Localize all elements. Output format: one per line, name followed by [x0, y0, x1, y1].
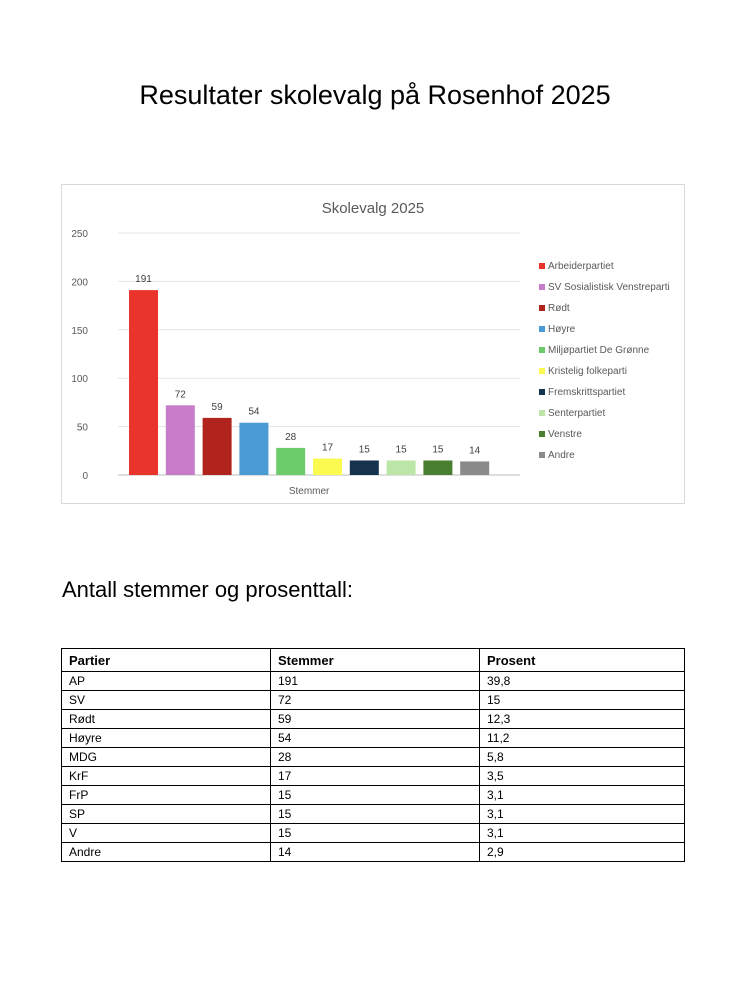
data-label: 191	[135, 274, 152, 286]
cell-votes: 59	[271, 710, 480, 729]
bar	[387, 460, 416, 475]
cell-party: Høyre	[62, 729, 271, 748]
bar	[166, 405, 195, 475]
cell-party: MDG	[62, 748, 271, 767]
data-label: 14	[469, 445, 481, 457]
cell-percent: 3,1	[480, 805, 685, 824]
cell-votes: 14	[271, 843, 480, 862]
bar	[350, 460, 379, 475]
legend-label: Kristelig folkeparti	[548, 366, 627, 377]
legend-label: Høyre	[548, 324, 576, 335]
cell-percent: 3,1	[480, 786, 685, 805]
cell-party: AP	[62, 672, 271, 691]
table-row	[62, 767, 685, 786]
bar	[203, 418, 232, 475]
table-row	[62, 710, 685, 729]
results-table	[61, 648, 685, 862]
cell-votes: 191	[271, 672, 480, 691]
legend-label: Venstre	[548, 429, 582, 440]
cell-percent: 3,1	[480, 824, 685, 843]
legend-swatch	[539, 263, 545, 269]
cell-percent: 39,8	[480, 672, 685, 691]
legend-swatch	[539, 431, 545, 437]
legend-label: Andre	[548, 450, 575, 461]
legend-swatch	[539, 347, 545, 353]
table-row	[62, 691, 685, 710]
cell-votes: 28	[271, 748, 480, 767]
table-header-row	[62, 649, 685, 672]
table-body	[62, 672, 685, 862]
cell-party: SV	[62, 691, 271, 710]
legend-label: Fremskrittspartiet	[548, 387, 626, 398]
table-row	[62, 843, 685, 862]
data-label: 15	[358, 444, 370, 456]
cell-votes: 17	[271, 767, 480, 786]
header-stemmer: Stemmer	[271, 649, 480, 672]
legend-label: Miljøpartiet De Grønne	[548, 345, 650, 356]
legend-swatch	[539, 452, 545, 458]
cell-party: Andre	[62, 843, 271, 862]
table-row	[62, 805, 685, 824]
cell-party: KrF	[62, 767, 271, 786]
data-label: 15	[432, 444, 444, 456]
chart-title: Skolevalg 2025	[321, 200, 425, 217]
cell-party: FrP	[62, 786, 271, 805]
data-label: 17	[321, 442, 334, 454]
table-row	[62, 824, 685, 843]
legend-label: Rødt	[548, 303, 570, 314]
cell-percent: 15	[480, 691, 685, 710]
table-row	[62, 729, 685, 748]
legend-swatch	[539, 368, 545, 374]
legend-label: Arbeiderpartiet	[548, 261, 614, 272]
cell-votes: 54	[271, 729, 480, 748]
y-tick-label: 150	[71, 325, 88, 337]
bar	[423, 460, 452, 475]
cell-percent: 3,5	[480, 767, 685, 786]
y-tick-label: 100	[71, 374, 88, 386]
table-row	[62, 748, 685, 767]
legend-swatch	[539, 305, 545, 311]
data-label: 59	[211, 401, 223, 413]
legend-label: Senterpartiet	[548, 408, 606, 419]
bar	[129, 290, 158, 475]
page-title: Resultater skolevalg på Rosenhof 2025	[139, 80, 611, 110]
table-row	[62, 672, 685, 691]
section-heading: Antall stemmer og prosenttall:	[62, 577, 354, 602]
cell-votes: 15	[271, 805, 480, 824]
bar	[276, 448, 305, 475]
bar-chart	[62, 185, 684, 503]
cell-party: V	[62, 824, 271, 843]
chart-container	[61, 184, 685, 504]
table-row	[62, 786, 685, 805]
data-label: 72	[174, 389, 186, 401]
bar	[460, 461, 489, 475]
legend-swatch	[539, 326, 545, 332]
cell-party: SP	[62, 805, 271, 824]
x-axis-label: Stemmer	[288, 486, 330, 497]
y-tick-label: 200	[71, 277, 88, 289]
y-tick-label: 250	[71, 229, 88, 240]
data-label: 15	[395, 444, 407, 456]
data-label: 54	[248, 406, 260, 418]
cell-party: Rødt	[62, 710, 271, 729]
legend-swatch	[539, 284, 545, 290]
y-tick-label: 50	[76, 422, 88, 434]
y-tick-label: 0	[82, 471, 88, 482]
cell-percent: 11,2	[480, 729, 685, 748]
legend-label: SV Sosialistisk Venstreparti	[548, 282, 670, 293]
cell-votes: 72	[271, 691, 480, 710]
data-label: 28	[285, 431, 297, 443]
header-partier: Partier	[62, 649, 271, 672]
legend-swatch	[539, 389, 545, 395]
cell-percent: 5,8	[480, 748, 685, 767]
cell-votes: 15	[271, 786, 480, 805]
header-prosent: Prosent	[480, 649, 685, 672]
legend-swatch	[539, 410, 545, 416]
bar	[313, 459, 342, 475]
cell-percent: 12,3	[480, 710, 685, 729]
cell-votes: 15	[271, 824, 480, 843]
bar	[239, 423, 268, 475]
cell-percent: 2,9	[480, 843, 685, 862]
